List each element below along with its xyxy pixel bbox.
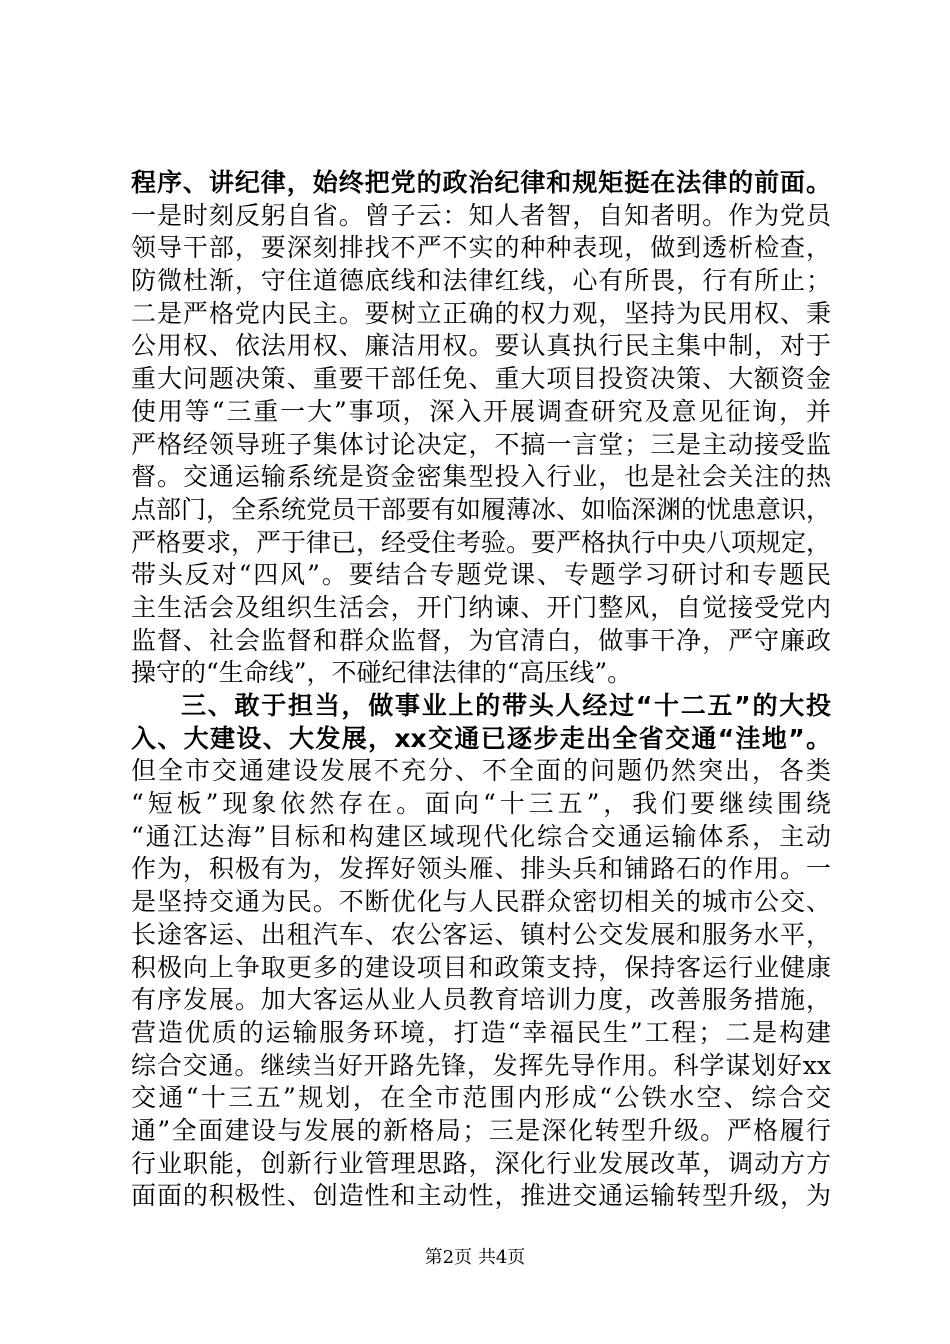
- text-line: 二是严格党内民主。要树立正确的权力观，坚持为民用权、秉: [131, 298, 831, 328]
- text-line: 一是时刻反躬自省。曾子云：知人者智，自知者明。作为党员: [131, 200, 831, 230]
- section-heading-line: 三、敢于担当，做事业上的带头人经过“十二五”的大投: [181, 691, 831, 720]
- text-line: 严格要求，严于律已，经受住考验。要严格执行中央八项规定，: [131, 527, 832, 557]
- text-line: 操守的“生命线”，不碰纪律法律的“高压线”。: [131, 658, 633, 688]
- text-line: 防微杜渐，守住道德底线和法律红线，心有所畏，行有所止；: [131, 266, 831, 296]
- text-line: 综合交通。继续当好开路先锋，发挥先导作用。科学谋划好xx: [131, 1050, 831, 1080]
- text-line: 作为，积极有为，发挥好领头雁、排头兵和铺路石的作用。一: [131, 854, 831, 884]
- text-line: 主生活会及组织生活会，开门纳谏、开门整风，自觉接受党内: [131, 592, 831, 622]
- text-line: 长途客运、出租汽车、农公客运、镇村公交发展和服务水平，: [131, 919, 831, 949]
- text-line: 营造优质的运输服务环境，打造“幸福民生”工程；二是构建: [131, 1017, 831, 1047]
- text-line: 点部门，全系统党员干部要有如履薄冰、如临深渊的忧患意识，: [131, 494, 832, 524]
- text-line: 但全市交通建设发展不充分、不全面的问题仍然突出，各类: [131, 756, 831, 786]
- text-line: “短板”现象依然存在。面向“十三五”，我们要继续围绕: [131, 789, 831, 819]
- page-number-footer: 第2页 共4页: [424, 1247, 526, 1268]
- section-heading-line: 入、大建设、大发展，xx交通已逐步走出全省交通“洼地”。: [131, 723, 831, 753]
- text-line: 行业职能，创新行业管理思路，深化行业发展改革，调动方方: [131, 1148, 831, 1178]
- body-text: [131, 167, 831, 1213]
- text-line: 是坚持交通为民。不断优化与人民群众密切相关的城市公交、: [131, 887, 831, 917]
- text-line: 通”全面建设与发展的新格局；三是深化转型升级。严格履行: [131, 1115, 831, 1145]
- text-line: 交通“十三五”规划，在全市范围内形成“公铁水空、综合交: [131, 1083, 831, 1113]
- text-line: 面面的积极性、创造性和主动性，推进交通运输转型升级，为: [131, 1181, 831, 1211]
- text-line: 积极向上争取更多的建设项目和政策支持，保持客运行业健康: [131, 952, 831, 982]
- text-line: 公用权、依法用权、廉洁用权。要认真执行民主集中制，对于: [131, 331, 831, 361]
- text-line: 督。交通运输系统是资金密集型投入行业，也是社会关注的热: [131, 462, 831, 492]
- text-line: “通江达海”目标和构建区域现代化综合交通运输体系，主动: [131, 821, 831, 851]
- text-line: 严格经领导班子集体讨论决定，不搞一言堂；三是主动接受监: [131, 429, 831, 459]
- text-line: 使用等“三重一大”事项，深入开展调查研究及意见征询，并: [131, 396, 831, 426]
- text-line: 监督、社会监督和群众监督，为官清白，做事干净，严守廉政: [131, 625, 831, 655]
- text-line: 程序、讲纪律，始终把党的政治纪律和规矩挺在法律的前面。: [131, 168, 831, 197]
- text-line: 领导干部，要深刻排找不严不实的种种表现，做到透析检查，: [131, 233, 831, 263]
- text-line: 有序发展。加大客运从业人员教育培训力度，改善服务措施，: [131, 985, 831, 1015]
- text-line: 重大问题决策、重要干部任免、重大项目投资决策、大额资金: [131, 364, 831, 394]
- text-line: 带头反对“四风”。要结合专题党课、专题学习研讨和专题民: [131, 560, 831, 590]
